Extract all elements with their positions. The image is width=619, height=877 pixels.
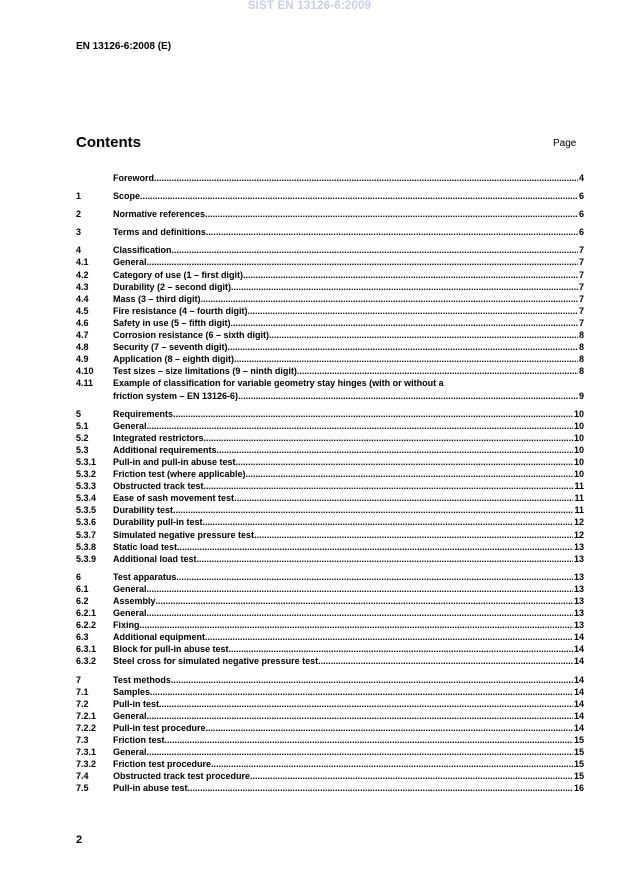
toc-entry-page: 7 — [578, 257, 584, 268]
toc-entry[interactable] — [76, 341, 584, 353]
toc-entry-title: Test methods — [113, 674, 171, 685]
toc-entry-page: 13 — [573, 608, 584, 619]
toc-dot-leader — [231, 281, 578, 293]
toc-entry-number: 6.1 — [76, 583, 89, 594]
toc-dot-leader — [154, 172, 578, 184]
toc-entry[interactable] — [76, 516, 584, 528]
toc-entry[interactable] — [76, 432, 584, 444]
toc-entry[interactable] — [76, 317, 584, 329]
toc-entry[interactable] — [76, 226, 584, 238]
toc-entry-title: Safety in use (5 – fifth digit) — [113, 317, 231, 328]
toc-entry-title: General — [113, 583, 147, 594]
toc-entry-title: Static load test — [113, 541, 178, 552]
toc-entry[interactable] — [76, 390, 584, 402]
toc-entry-title: Samples — [113, 686, 151, 697]
toc-entry[interactable] — [76, 758, 584, 770]
watermark: SIST EN 13126-6:2009 — [247, 0, 372, 12]
toc-entry-page: 13 — [573, 541, 584, 552]
toc-entry-title: Friction test procedure — [113, 759, 212, 770]
toc-entry-page: 7 — [578, 281, 584, 292]
toc-entry[interactable] — [76, 655, 584, 667]
toc-entry-page: 7 — [578, 305, 584, 316]
toc-entry-page: 8 — [578, 330, 584, 341]
toc-entry-page: 15 — [573, 735, 584, 746]
toc-entry-page: 15 — [573, 759, 584, 770]
toc-entry[interactable] — [76, 710, 584, 722]
toc-entry-number: 5.2 — [76, 432, 89, 443]
toc-entry-number: 4 — [76, 245, 82, 256]
toc-entry[interactable] — [76, 674, 584, 686]
toc-dot-leader — [243, 269, 578, 281]
toc-entry[interactable] — [76, 529, 584, 541]
toc-entry[interactable] — [76, 619, 584, 631]
toc-entry-page: 8 — [578, 366, 584, 377]
toc-entry-title: Application (8 – eighth digit) — [113, 354, 234, 365]
toc-entry-page: 14 — [573, 698, 584, 709]
toc-entry-number: 7.2.1 — [76, 710, 97, 721]
toc-entry-title: General — [113, 747, 147, 758]
toc-dot-leader — [197, 553, 573, 565]
toc-entry[interactable] — [76, 782, 584, 794]
toc-entry-title: Friction test (where applicable) — [113, 469, 246, 480]
toc-entry[interactable] — [76, 305, 584, 317]
toc-entry-title: Test sizes – size limitations (9 – ninth digit) — [113, 366, 297, 377]
toc-entry-title: General — [113, 420, 147, 431]
toc-dot-leader — [204, 480, 574, 492]
toc-dot-leader — [205, 631, 573, 643]
toc-dot-leader — [147, 746, 573, 758]
toc-entry-page: 13 — [573, 553, 584, 564]
toc-dot-leader — [165, 734, 573, 746]
toc-entry-page: 14 — [573, 656, 584, 667]
toc-entry-page: 4 — [578, 173, 584, 183]
toc-entry[interactable] — [76, 553, 584, 565]
toc-entry-number: 7.4 — [76, 771, 89, 782]
toc-entry-title: Durability test — [113, 505, 174, 516]
toc-entry-title: Ease of sash movement test — [113, 493, 235, 504]
toc-entry-title: Assembly — [113, 596, 156, 606]
toc-entry-title: Integrated restrictors — [113, 432, 204, 443]
page-column-label: Page — [553, 138, 577, 149]
toc-dot-leader — [246, 468, 573, 480]
toc-dot-leader — [172, 244, 578, 256]
toc-entry[interactable] — [76, 468, 584, 480]
toc-dot-leader — [297, 365, 578, 377]
toc-entry[interactable] — [76, 480, 584, 492]
toc-entry-page: 10 — [573, 456, 584, 467]
toc-entry-title: friction system – EN 13126-6) — [113, 390, 239, 401]
toc-dot-leader — [231, 317, 578, 329]
toc-dot-leader — [171, 674, 573, 686]
toc-entry[interactable] — [76, 643, 584, 655]
toc-entry-title: Block for pull-in abuse test — [113, 644, 229, 655]
toc-entry-title: Security (7 – seventh digit) — [113, 342, 228, 353]
toc-entry-title: Obstructed track test — [113, 481, 204, 492]
toc-entry-page: 6 — [578, 191, 584, 202]
toc-entry[interactable] — [76, 420, 584, 432]
toc-entry-number: 4.6 — [76, 317, 89, 328]
toc-entry-number: 4.10 — [76, 366, 94, 377]
toc-entry-page: 6 — [578, 227, 584, 238]
toc-entry-number: 4.5 — [76, 305, 89, 316]
toc-entry-number: 4.4 — [76, 293, 89, 304]
toc-entry-title: Additional equipment — [113, 632, 205, 643]
toc-entry[interactable] — [76, 377, 584, 389]
toc-entry-title: Mass (3 – third digit) — [113, 293, 201, 304]
toc-entry-number: 5.3.3 — [76, 481, 97, 492]
toc-entry[interactable] — [76, 256, 584, 268]
toc-entry-page: 14 — [573, 674, 584, 685]
toc-dot-leader — [250, 770, 573, 782]
toc-entry-page: 11 — [574, 505, 584, 516]
toc-entry-number: 7.1 — [76, 686, 89, 697]
toc-entry-title: Fire resistance (4 – fourth digit) — [113, 305, 248, 316]
toc-entry-number: 5.3.2 — [76, 469, 97, 480]
toc-entry-number: 4.11 — [76, 378, 94, 389]
toc-entry-title: Fixing — [113, 620, 140, 631]
toc-entry-number: 5.3.9 — [76, 553, 97, 564]
toc-entry-number: 4.2 — [76, 269, 89, 280]
toc-entry-number: 6.3.1 — [76, 644, 97, 655]
toc-entry[interactable] — [76, 734, 584, 746]
toc-entry-page: 7 — [578, 293, 584, 304]
toc-entry-page: 12 — [573, 517, 584, 528]
toc-dot-leader — [234, 353, 578, 365]
toc-entry-page: 13 — [573, 583, 584, 594]
toc-entry-page: 12 — [573, 529, 584, 540]
toc-entry-title: General — [113, 710, 147, 721]
toc-dot-leader — [147, 607, 573, 619]
toc-entry-page: 15 — [573, 747, 584, 758]
toc-entry[interactable] — [76, 571, 584, 583]
toc-entry-title: Obstructed track test procedure — [113, 771, 251, 782]
toc-entry[interactable] — [76, 686, 584, 698]
toc-dot-leader — [173, 408, 573, 420]
toc-dot-leader — [269, 329, 578, 341]
toc-entry-number: 7.3 — [76, 735, 89, 746]
toc-entry-number: 5.3.6 — [76, 517, 97, 528]
toc-entry-title: General — [113, 608, 147, 619]
toc-entry-number: 5.3.7 — [76, 529, 97, 540]
toc-entry-page: 10 — [573, 469, 584, 480]
toc-entry-number: 7.3.2 — [76, 759, 97, 770]
toc-entry-title: Foreword — [113, 173, 155, 183]
document-id: EN 13126-6:2008 (E) — [76, 41, 172, 52]
toc-entry-title: Pull-in test procedure — [113, 722, 206, 733]
toc-dot-leader — [177, 541, 573, 553]
toc-dot-leader — [229, 643, 573, 655]
toc-entry-title: Simulated negative pressure test — [113, 529, 255, 540]
toc-entry-page: 13 — [573, 620, 584, 631]
toc-entry-number: 4.3 — [76, 281, 89, 292]
toc-dot-leader — [234, 492, 573, 504]
toc-dot-leader — [236, 456, 573, 468]
toc-entry[interactable] — [76, 444, 584, 456]
toc-entry-number: 5 — [76, 408, 82, 419]
toc-entry-title: Durability pull-in test — [113, 517, 203, 528]
toc-entry[interactable] — [76, 208, 584, 220]
toc-entry-number: 3 — [76, 227, 82, 238]
toc-entry-number: 2 — [76, 209, 82, 220]
toc-dot-leader — [206, 226, 578, 238]
toc-entry-number: 7.5 — [76, 783, 89, 794]
toc-dot-leader — [248, 305, 578, 317]
toc-entry[interactable] — [76, 492, 584, 504]
toc-dot-leader — [140, 619, 573, 631]
toc-entry-page: 8 — [578, 354, 584, 365]
toc-entry[interactable] — [76, 293, 584, 305]
toc-entry[interactable] — [76, 595, 584, 607]
toc-entry-title: Classification — [113, 245, 172, 256]
toc-entry-number: 6.3 — [76, 632, 89, 643]
toc-dot-leader — [147, 583, 573, 595]
toc-dot-leader — [204, 432, 573, 444]
toc-entry[interactable] — [76, 281, 584, 293]
toc-dot-leader — [147, 420, 573, 432]
toc-entry[interactable] — [76, 504, 584, 516]
toc-entry-number: 4.1 — [76, 257, 89, 268]
toc-entry[interactable] — [76, 408, 584, 420]
toc-dot-leader — [228, 341, 578, 353]
toc-entry-page: 10 — [573, 432, 584, 443]
toc-entry-page: 6 — [578, 209, 584, 220]
toc-entry-number: 5.3.5 — [76, 505, 97, 516]
toc-dot-leader — [140, 190, 578, 202]
toc-entry[interactable] — [76, 631, 584, 643]
toc-entry-number: 7.2.2 — [76, 722, 97, 733]
toc-entry[interactable] — [76, 698, 584, 710]
toc-entry-title: Test apparatus — [113, 571, 177, 582]
toc-dot-leader — [254, 529, 573, 541]
toc-entry-number: 5.3.8 — [76, 541, 97, 552]
toc-entry-title: Steel cross for simulated negative pressure test — [113, 656, 319, 667]
toc-entry-title: Friction test — [113, 735, 165, 746]
toc-entry[interactable] — [76, 269, 584, 281]
toc-entry-title: General — [113, 257, 147, 268]
toc-dot-leader — [211, 758, 573, 770]
toc-entry-title: Additional load test — [113, 553, 197, 564]
toc-entry-title: Pull-in and pull-in abuse test — [113, 456, 236, 467]
toc-entry-number: 6.2 — [76, 596, 89, 606]
toc-entry-number: 1 — [76, 191, 82, 202]
toc-dot-leader — [147, 710, 573, 722]
toc-dot-leader — [206, 722, 573, 734]
toc-entry-number: 7.2 — [76, 698, 89, 709]
toc-entry-number: 5.1 — [76, 420, 89, 431]
toc-dot-leader — [159, 698, 573, 710]
toc-entry-title: Category of use (1 – first digit) — [113, 269, 244, 280]
toc-entry-page: 10 — [573, 408, 584, 419]
toc-entry-page: 7 — [578, 245, 584, 256]
toc-entry-page: 7 — [578, 269, 584, 280]
toc-entry[interactable] — [76, 365, 584, 377]
toc-entry-page: 14 — [573, 644, 584, 655]
toc-dot-leader — [318, 655, 573, 667]
toc-dot-leader — [203, 516, 573, 528]
toc-entry-title: Terms and definitions — [113, 227, 206, 238]
toc-entry[interactable] — [76, 541, 584, 553]
toc-entry-number: 6.2.1 — [76, 608, 97, 619]
toc-entry-number: 4.9 — [76, 354, 89, 365]
toc-entry-title: Requirements — [113, 408, 174, 419]
toc-entry-page: 15 — [573, 771, 584, 782]
toc-dot-leader — [238, 390, 578, 402]
contents-title: Contents — [76, 134, 141, 151]
toc-entry-page: 11 — [574, 493, 584, 504]
toc-entry[interactable] — [76, 583, 584, 595]
toc-entry-page: 14 — [573, 710, 584, 721]
toc-entry-number: 7.3.1 — [76, 747, 97, 758]
toc-entry-page: 9 — [578, 390, 584, 401]
toc-entry[interactable] — [76, 190, 584, 202]
toc-dot-leader — [147, 256, 578, 268]
toc-entry-page: 16 — [573, 783, 584, 794]
toc-entry[interactable] — [76, 722, 584, 734]
toc-entry[interactable] — [76, 244, 584, 256]
toc-entry-page: 13 — [573, 596, 584, 606]
toc-entry-title: Scope — [113, 191, 141, 202]
toc-entry-number: 5.3.1 — [76, 456, 97, 467]
toc-dot-leader — [173, 504, 573, 516]
toc-dot-leader — [156, 595, 573, 607]
toc-entry-title: Example of classification for variable geometry stay hinges (with or without a — [113, 378, 444, 389]
toc-entry-number: 7 — [76, 674, 82, 685]
toc-entry-number: 4.8 — [76, 342, 89, 353]
toc-entry-number: 6.2.2 — [76, 620, 97, 631]
toc-entry-title: Durability (2 – second digit) — [113, 281, 232, 292]
toc-entry-page: 14 — [573, 686, 584, 697]
toc-entry[interactable] — [76, 770, 584, 782]
toc-dot-leader — [188, 782, 573, 794]
toc-entry-title: Normative references — [113, 209, 206, 220]
toc-dot-leader — [205, 208, 578, 220]
toc-entry-number: 5.3 — [76, 444, 89, 455]
toc-dot-leader — [217, 444, 573, 456]
page-number: 2 — [76, 834, 83, 846]
toc-entry-page: 7 — [578, 317, 584, 328]
toc-dot-leader — [150, 686, 573, 698]
toc-entry-title: Corrosion resistance (6 – sixth digit) — [113, 330, 270, 341]
toc-entry-page: 13 — [573, 571, 584, 582]
toc-entry-page: 10 — [573, 444, 584, 455]
toc-entry-title: Pull-in abuse test — [113, 783, 188, 794]
toc-entry[interactable] — [76, 456, 584, 468]
toc-dot-leader — [176, 571, 573, 583]
toc-dot-leader — [201, 293, 578, 305]
toc-entry-number: 6.3.2 — [76, 656, 97, 667]
toc-entry-number: 6 — [76, 571, 82, 582]
toc-entry[interactable] — [76, 353, 584, 365]
toc-entry-page: 14 — [573, 632, 584, 643]
toc-entry-title: Additional requirements — [113, 444, 217, 455]
toc-entry-number: 5.3.4 — [76, 493, 97, 504]
toc-entry-page: 11 — [574, 481, 584, 492]
toc-entry-page: 14 — [573, 722, 584, 733]
toc-entry-title: Pull-in test — [113, 698, 160, 709]
toc-entry[interactable] — [76, 172, 584, 184]
table-of-contents — [76, 172, 584, 795]
toc-entry[interactable] — [76, 329, 584, 341]
toc-entry-page: 8 — [578, 342, 584, 353]
toc-entry[interactable] — [76, 746, 584, 758]
toc-entry-number: 4.7 — [76, 330, 89, 341]
toc-entry[interactable] — [76, 607, 584, 619]
toc-entry-page: 10 — [573, 420, 584, 431]
